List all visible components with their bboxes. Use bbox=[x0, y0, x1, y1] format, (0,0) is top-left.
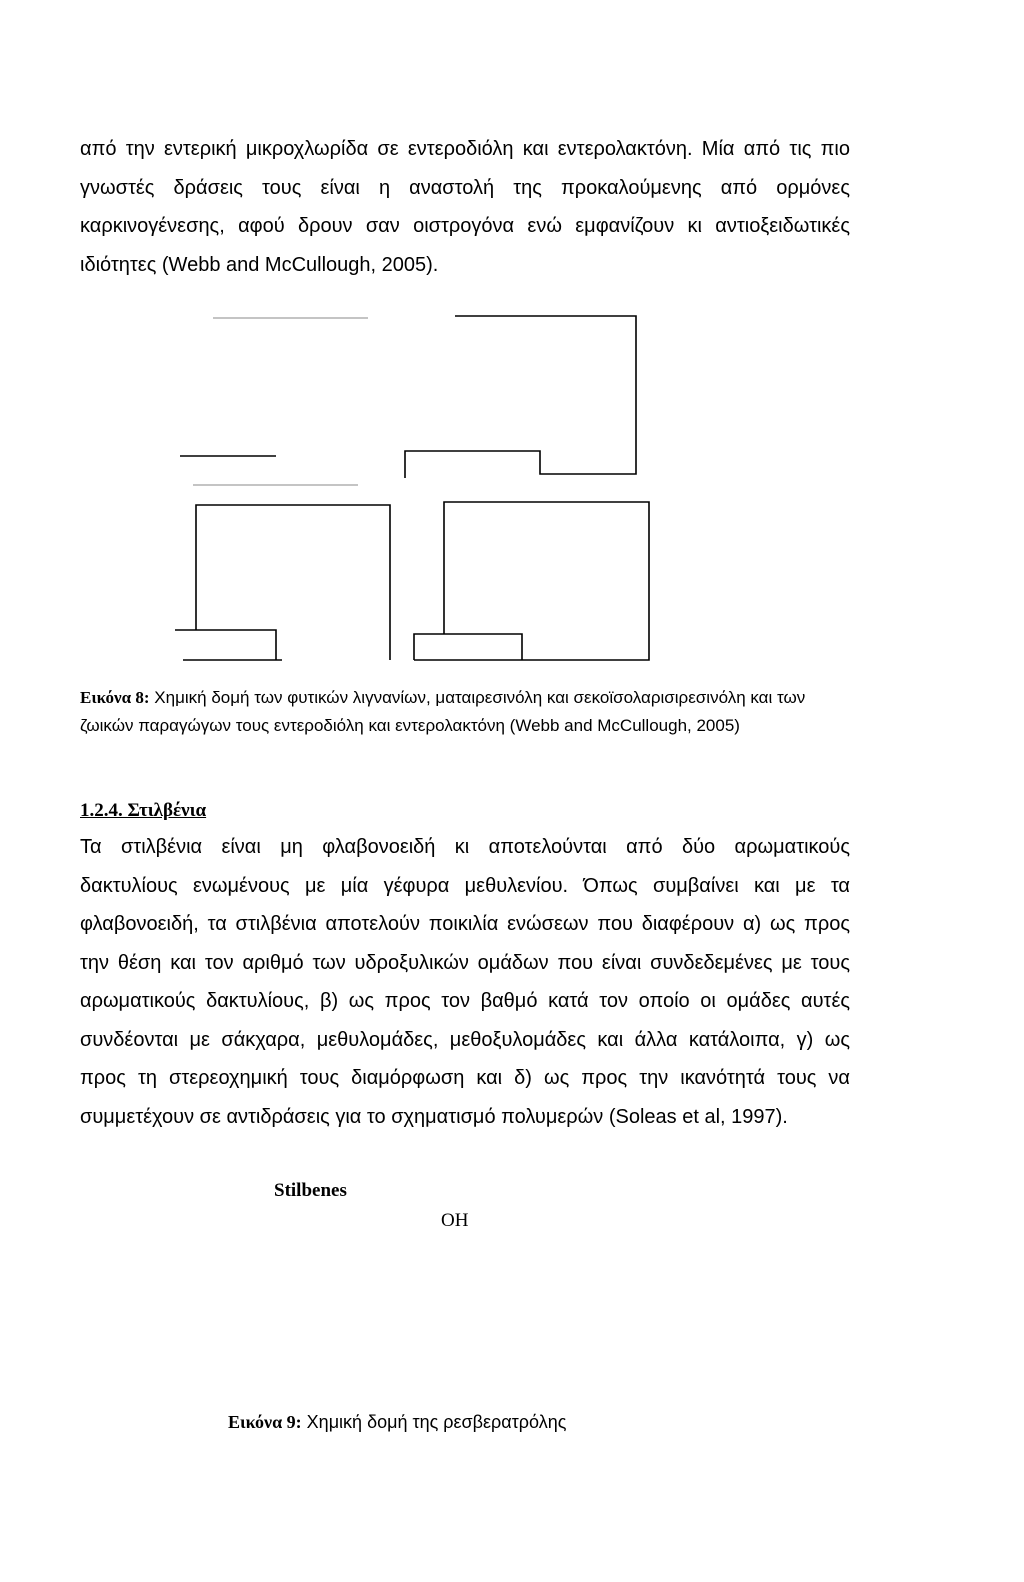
text-line: ιδιότητες (Webb and McCullough, 2005). bbox=[80, 253, 439, 276]
figure-9-caption-text: Χημική δομή της ρεσβερατρόλης bbox=[306, 1412, 567, 1432]
figure-8-caption bbox=[80, 684, 850, 740]
figure-8-center-box bbox=[414, 634, 522, 660]
figure-9-caption bbox=[228, 1412, 566, 1433]
text-line: συμμετέχουν σε αντιδράσεις για το σχηματισμό πολυμερών (Soleas et al, 1997). bbox=[80, 1105, 788, 1128]
text-line: Τα στιλβένια είναι μη φλαβονοειδή κι αποτελούνται από δύο αρωματικούς bbox=[80, 836, 850, 858]
text-line: την θέση και τον αριθμό των υδροξυλικών ομάδων που είναι συνδεδεμένες με τους bbox=[80, 951, 850, 974]
text-line: καρκινογένεσης, αφού δρουν σαν οιστρογόνα ενώ εμφανίζουν κι αντιοξειδωτικές bbox=[80, 215, 850, 237]
paragraph-2 bbox=[80, 828, 850, 1136]
text-line: προς τη στερεοχημική τους διαμόρφωση και δ) ως προς την ικανότητά τους να bbox=[80, 1067, 850, 1089]
figure-8-left-frame bbox=[196, 505, 390, 660]
figure-8-label: Εικόνα 8: bbox=[80, 688, 150, 707]
figure-8-right-frame bbox=[414, 502, 649, 660]
text-line: από την εντερική μικροχλωρίδα σε εντεροδιόλη και εντερολακτόνη. Μία από τις πιο bbox=[80, 138, 850, 160]
text-line: δακτυλίους ενωμένους με μία γέφυρα μεθυλενίου. Όπως συμβαίνει και με τα bbox=[80, 874, 850, 897]
figure-8-caption-text: Χημική δομή των φυτικών λιγνανίων, ματαιρεσινόλη και σεκοϊσολαρισιρεσινόλη και των ζωικών παραγώγων τους εντεροδιόλη και εντερολακτόνη (Webb and McCullough, 2005) bbox=[80, 688, 806, 735]
text-line: φλαβονοειδή, τα στιλβένια αποτελούν ποικιλία ενώσεων που διαφέρουν α) ως προς bbox=[80, 913, 850, 935]
figure-9-label: Εικόνα 9: bbox=[228, 1412, 302, 1432]
text-line: γνωστές δράσεις τους είναι η αναστολή της προκαλούμενης από ορμόνες bbox=[80, 176, 850, 199]
figure-8-left-bracket-bottom bbox=[175, 630, 276, 660]
text-line: αρωματικούς δακτυλίους, β) ως προς τον βαθμό κατά τον οποίο οι ομάδες αυτές bbox=[80, 990, 850, 1012]
stilbenes-label: Stilbenes bbox=[274, 1180, 347, 1201]
figure-8-upper-frame bbox=[405, 316, 636, 478]
oh-label: OH bbox=[441, 1210, 469, 1231]
text-line: συνδέονται με σάκχαρα, μεθυλομάδες, μεθοξυλομάδες και άλλα κατάλοιπα, γ) ως bbox=[80, 1028, 850, 1051]
figure-8-structure-diagram bbox=[0, 0, 1024, 700]
section-heading: 1.2.4. Στιλβένια bbox=[80, 800, 207, 821]
